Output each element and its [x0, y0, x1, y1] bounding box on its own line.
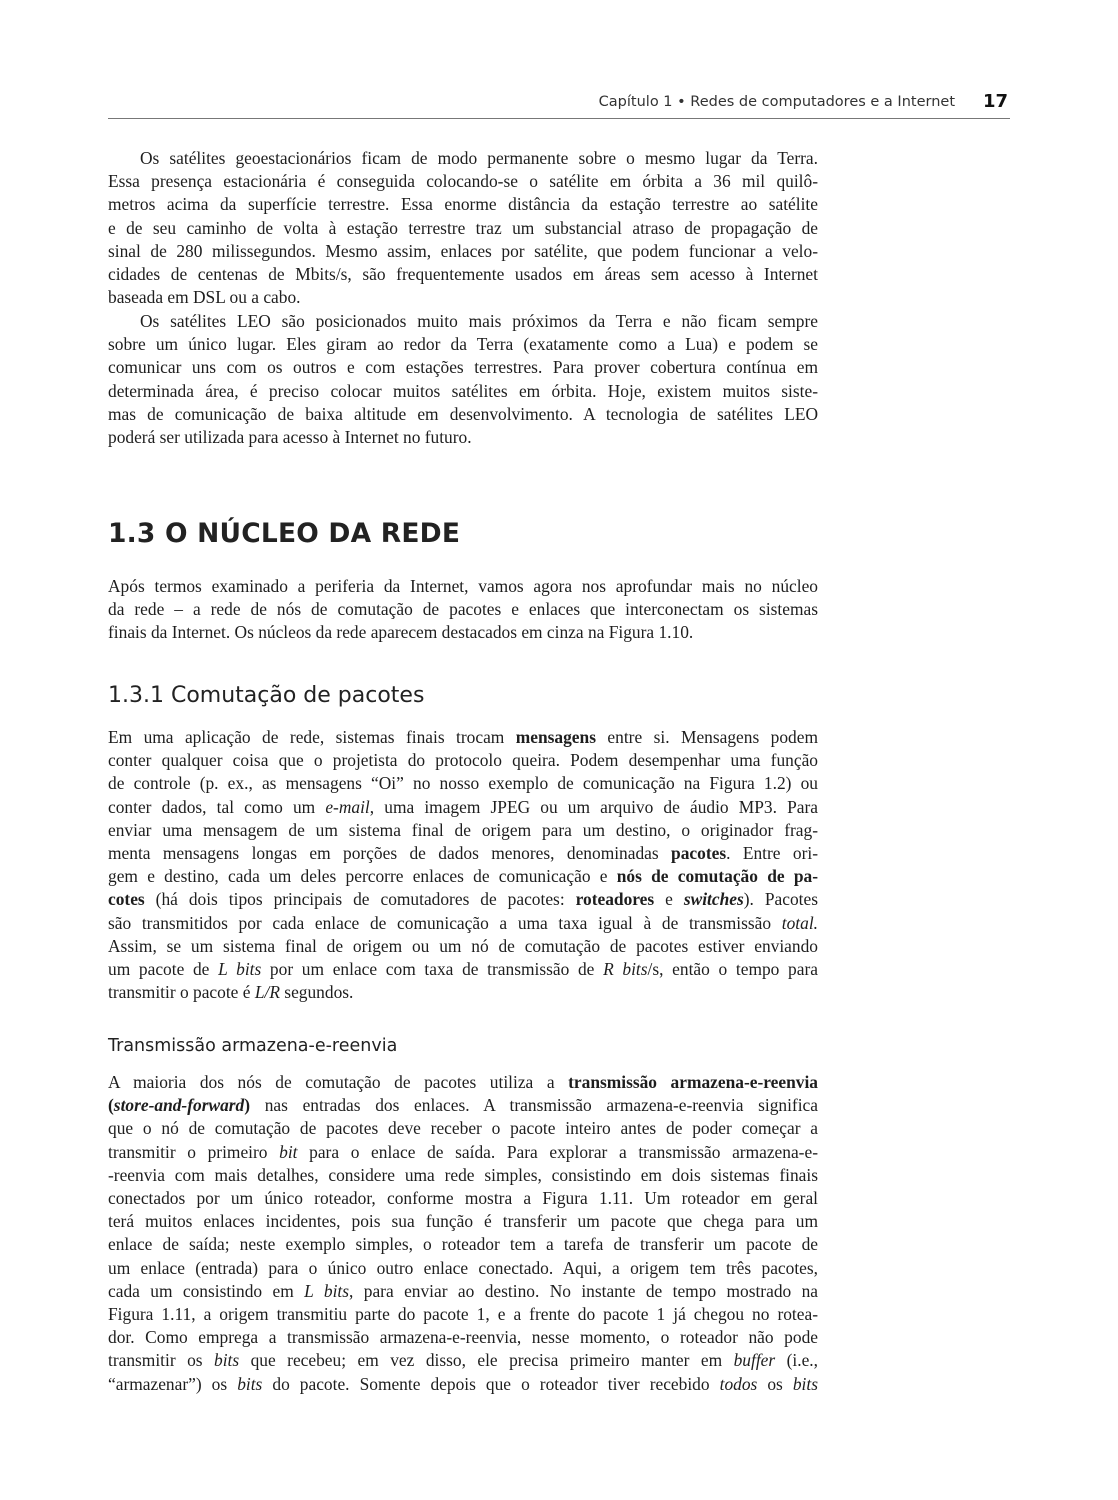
text-line: transmitir o pacote é L/R segundos.	[108, 982, 354, 1003]
page-number: 17	[982, 91, 1008, 112]
text-line: (store-and-forward) nas entradas dos enlaces. A transmissão armazena-e-reenvia significa	[108, 1095, 818, 1116]
text-line: Essa presença estacionária é conseguida colocando-se o satélite em órbita a 36 mil quilô-	[108, 171, 818, 192]
text-line: metros acima da superfície terrestre. Essa enorme distância da estação terrestre ao satélite	[108, 194, 818, 215]
text-line: que o nó de comutação de pacotes deve receber o pacote inteiro antes de poder começar a	[108, 1118, 818, 1139]
text-line: dor. Como emprega a transmissão armazena-e-reenvia, nesse momento, o roteador não pode	[108, 1327, 818, 1348]
text-line: mas de comunicação de baixa altitude em desenvolvimento. A tecnologia de satélites LEO	[108, 403, 818, 424]
text-line: Assim, se um sistema final de origem ou um nó de comutação de pacotes estiver enviando	[108, 935, 818, 956]
text-line: Os satélites geoestacionários ficam de modo permanente sobre o mesmo lugar da Terra.	[140, 148, 818, 168]
text-line: gem e destino, cada um deles percorre enlaces de comunicação e nós de comutação de pa-	[108, 866, 818, 887]
text-line: sobre um único lugar. Eles giram ao redor da Terra (exatamente como a Lua) e podem se	[108, 334, 818, 355]
running-header	[108, 91, 1010, 115]
term-packet-switches: nós de comutação de pa-	[616, 866, 818, 887]
text-line: um enlace (entrada) para o único outro enlace conectado. Aqui, a origem tem três pacotes,	[108, 1257, 818, 1278]
text-line: poderá ser utilizada para acesso à Internet no futuro.	[108, 427, 472, 448]
text-line: enviar uma mensagem de um sistema final de origem para um destino, o originador frag-	[108, 819, 818, 840]
text-line: são transmitidos por cada enlace de comunicação a uma taxa igual à de transmissão total.	[108, 912, 818, 933]
text-line: conter dados, tal como um e-mail, uma imagem JPEG ou um arquivo de áudio MP3. Para	[108, 796, 818, 817]
text-line: sinal de 280 milissegundos. Mesmo assim, enlaces por satélite, que podem funcionar a velo-	[108, 240, 818, 261]
subsubsection-heading: Transmissão armazena-e-reenvia	[108, 1036, 398, 1056]
text-line: determinada área, é preciso colocar muitos satélites em órbita. Hoje, existem muitos siste-	[108, 380, 818, 401]
chapter-title: Capítulo 1 • Redes de computadores e a Internet	[598, 94, 955, 110]
text-line: cada um consistindo em L bits, para enviar ao destino. No instante de tempo mostrado na	[108, 1280, 819, 1301]
text-line: menta mensagens longas em porções de dados menores, denominadas pacotes. Entre ori-	[108, 843, 819, 864]
header-rule	[108, 118, 1010, 119]
text-line: -reenvia com mais detalhes, considere uma rede simples, consistindo em dois sistemas finais	[108, 1164, 818, 1185]
text-line: Figura 1.11, a origem transmitiu parte do pacote 1, e a frente do pacote 1 já chegou no rotea-	[108, 1304, 818, 1325]
text-line: conectados por um único roteador, conforme mostra a Figura 1.11. Um roteador em geral	[108, 1188, 818, 1209]
term-messages: mensagens	[515, 727, 596, 747]
text-line: enlace de saída; neste exemplo simples, o roteador tem a tarefa de transferir um pacote de	[108, 1234, 818, 1255]
text-line: um pacote de L bits por um enlace com taxa de transmissão de R bits/s, então o tempo para	[108, 959, 818, 980]
text-line: baseada em DSL ou a cabo.	[108, 287, 301, 308]
text-line: “armazenar”) os bits do pacote. Somente depois que o roteador tiver recebido todos os bits	[108, 1373, 818, 1394]
text-line: Após termos examinado a periferia da Internet, vamos agora nos aprofundar mais no núcleo	[108, 576, 818, 596]
text-line: cidades de centenas de Mbits/s, são frequentemente usados em áreas sem acesso à Internet	[108, 264, 818, 285]
paragraph-leo	[108, 310, 818, 449]
text-line: Os satélites LEO são posicionados muito mais próximos da Terra e não ficam sempre	[140, 311, 818, 331]
section-heading: 1.3 O NÚCLEO DA REDE	[108, 518, 461, 549]
text-line: transmitir o primeiro bit para o enlace de saída. Para explorar a transmissão armazena-e-	[108, 1141, 818, 1162]
text-line: Em uma aplicação de rede, sistemas finais trocam mensagens entre si. Mensagens podem	[108, 727, 818, 747]
paragraph-core-intro	[108, 575, 818, 645]
text-line: e de seu caminho de volta à estação terrestre traz um substancial atraso de propagação de	[108, 217, 818, 238]
paragraph-packet-switching	[108, 726, 818, 1004]
text-line: cotes (há dois tipos principais de comutadores de pacotes: roteadores e switches). Pacotes	[108, 889, 818, 910]
term-switches: switches	[683, 889, 744, 910]
term-routers: roteadores	[575, 889, 655, 910]
text-line: comunicar uns com os outros e com estações terrestres. Para prover cobertura contínua em	[108, 357, 818, 378]
text-line: da rede – a rede de nós de comutação de pacotes e enlaces que interconectam os sistemas	[108, 599, 818, 620]
text-line: terá muitos enlaces incidentes, pois sua função é transferir um pacote que chega para um	[108, 1211, 818, 1232]
text-line: A maioria dos nós de comutação de pacotes utiliza a transmissão armazena-e-reenvia	[108, 1072, 818, 1092]
text-line: conter qualquer coisa que o projetista do protocolo queira. Podem desempenhar uma função	[108, 750, 818, 771]
text-line: transmitir os bits que recebeu; em vez disso, ele precisa primeiro manter em buffer (i.e.,	[108, 1350, 819, 1371]
text-line: finais da Internet. Os núcleos da rede aparecem destacados em cinza na Figura 1.10.	[108, 622, 694, 643]
term-packets: pacotes	[671, 843, 727, 864]
term-store-and-forward: transmissão armazena-e-reenvia	[568, 1072, 818, 1092]
paragraph-geostationary	[108, 147, 818, 309]
text-line: de controle (p. ex., as mensagens “Oi” no nosso exemplo de comunicação na Figura 1.2) ou	[108, 773, 818, 794]
paragraph-store-and-forward	[108, 1071, 818, 1396]
subsection-heading: 1.3.1 Comutação de pacotes	[108, 683, 425, 708]
